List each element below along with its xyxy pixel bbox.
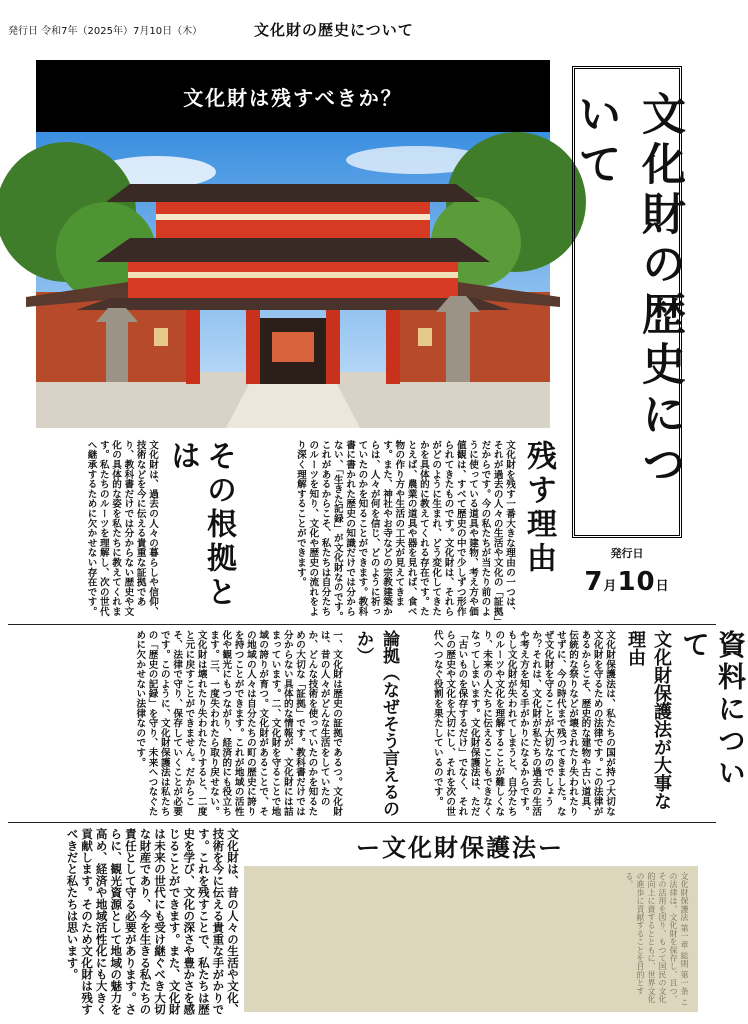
issue-date-month-unit: 月	[603, 579, 618, 594]
argument-body: 一、文化財は歴史の証拠であるつ。文化財は、昔の人々がどんな生活をしていたのか、どんな技術を使っていたのかを知るための大切な「証拠」です。教科書だけでは分からない具体的な情報が、文化財には詰まっています。二、文化財を守ることで地域の誇りが育つ。文化財があることで、その地域の人々は自分たちの町の歴史に誇りを持つことができます。これが地域の活性化や観光にもつながり、経済的にも役立ちます。三、一度失われたら取り戻せない。文化財は壊れたり失われたりすると、二度と元に戻すことができません。だからこそ、法律で守り、保存していくことが必要です。このように、文化財保護法は私たちの「歴史の記録」を守り、未来へつなぐために欠かせない法律なのです。	[134, 630, 342, 817]
issue-date-day: 10	[617, 567, 656, 597]
materials-heading: 資料について	[678, 630, 747, 790]
issue-date-month: 7	[584, 567, 604, 597]
section-divider-2	[8, 822, 716, 823]
reason-body: 文化財を残す一番大きな理由の一つは、それが過去の人々の生活や文化の「証拠」だからです。今の私たちが当たり前のように使っている道具や建物、考え方や価値観は、すべて歴史の中で少しずつ形作られてきたものです。文化財は、それらがどのように生まれ、どう変化してきたかを具体的に教えてくれる存在です。たとえば、農業の道具や器を見れば、食べ物の作り方や生活の工夫が見えてきます。また、神社やお寺などの宗教建築からは、人々が何を信じ、どのように祈っていたのかを知ることができます。教科書に書かれた歴史の知識だけでは分からない、「生きた記録」が文化財なのです。これがあるからこそ、私たちは自分たちのルーツを知り、文化や歴史の流れをより深く理解することができます。	[294, 440, 515, 622]
materials-body: 文化財保護法は、私たちの国が持つ大切な文化財を守るための法律です。この法律があるからこそ、歴史的な建物や古い道具、伝統的な祭りなどが壊されたり失われたりせずに、今の時代まで残ってきました。なぜ文化財を守ることが大切なのでしょうか？それは、文化財が私たちの過去の生活や考え方を知る手がかりになるからです。もし文化財が失われてしまうと、自分たちのルーツや文化を理解することが難しくなり、未来の人たちに伝えることもできなくなってしまいます。文化財保護法は、ただ「古いものを保存するだけ」でなく、それらの歴史や文化を大切にし、それを次の世代へつなぐ役割を果たしているのです。	[431, 630, 615, 817]
page-header	[8, 18, 708, 40]
issue-date	[572, 545, 682, 605]
main-title-box	[570, 66, 685, 538]
issue-date-label: 発行日	[610, 547, 644, 560]
materials-subheading: 文化財保護法が大事な理由	[625, 630, 672, 810]
law-document-image	[244, 866, 698, 1012]
basis-body: 文化財は、過去の人々の暮らしや信仰、技術などを今に伝える貴重な証拠であり、教科書だけでは分からない歴史や文化の具体的な姿を私たちに教えてくれます。私たちのルーツを理解し、次の世代へ継承するために欠かせない存在です。	[85, 440, 158, 617]
shrine-gate-photo	[36, 132, 550, 428]
basis-heading: その根拠とは	[165, 440, 236, 610]
law-title: ー文化財保護法ー	[356, 833, 564, 862]
header-title: 文化財の歴史について	[254, 21, 414, 39]
main-title: 文化財の歴史について	[570, 91, 685, 491]
reason-heading: 残す理由	[521, 440, 556, 576]
section-divider	[8, 624, 716, 625]
conclusion-body: 文化財は、昔の人々の生活や文化、技術を今に伝える貴重な手がかりです。これを残すことで、私たちは歴史を学び、文化の深さや豊かさを感じることができます。また、文化財は未来の世代にも受け継ぐべき大切な財産であり、今を生きる私たちの責任として守る必要があります。さらに、観光資源として地域の魅力を高め、経済や地域活性化にも大きく貢献します。そのため文化財は残すべきだと私たちは思います。	[65, 828, 240, 1016]
issue-info: 発行日 令和7年（2025年）7月10日（木）	[8, 26, 203, 37]
law-document-text: 文化財保護法 第一章 総則 第一条 この法律は、文化財を保存し、且つ、その活用を図り、もつて国民の文化的向上に資するとともに、世界文化の進歩に貢献することを目的とする。	[625, 872, 689, 1006]
issue-date-day-unit: 日	[655, 579, 670, 594]
banner-question: 文化財は残すべきか？	[36, 60, 550, 132]
issue-date-value	[572, 567, 682, 597]
argument-heading: 論拠（なぜそう言えるのか）	[353, 630, 399, 817]
